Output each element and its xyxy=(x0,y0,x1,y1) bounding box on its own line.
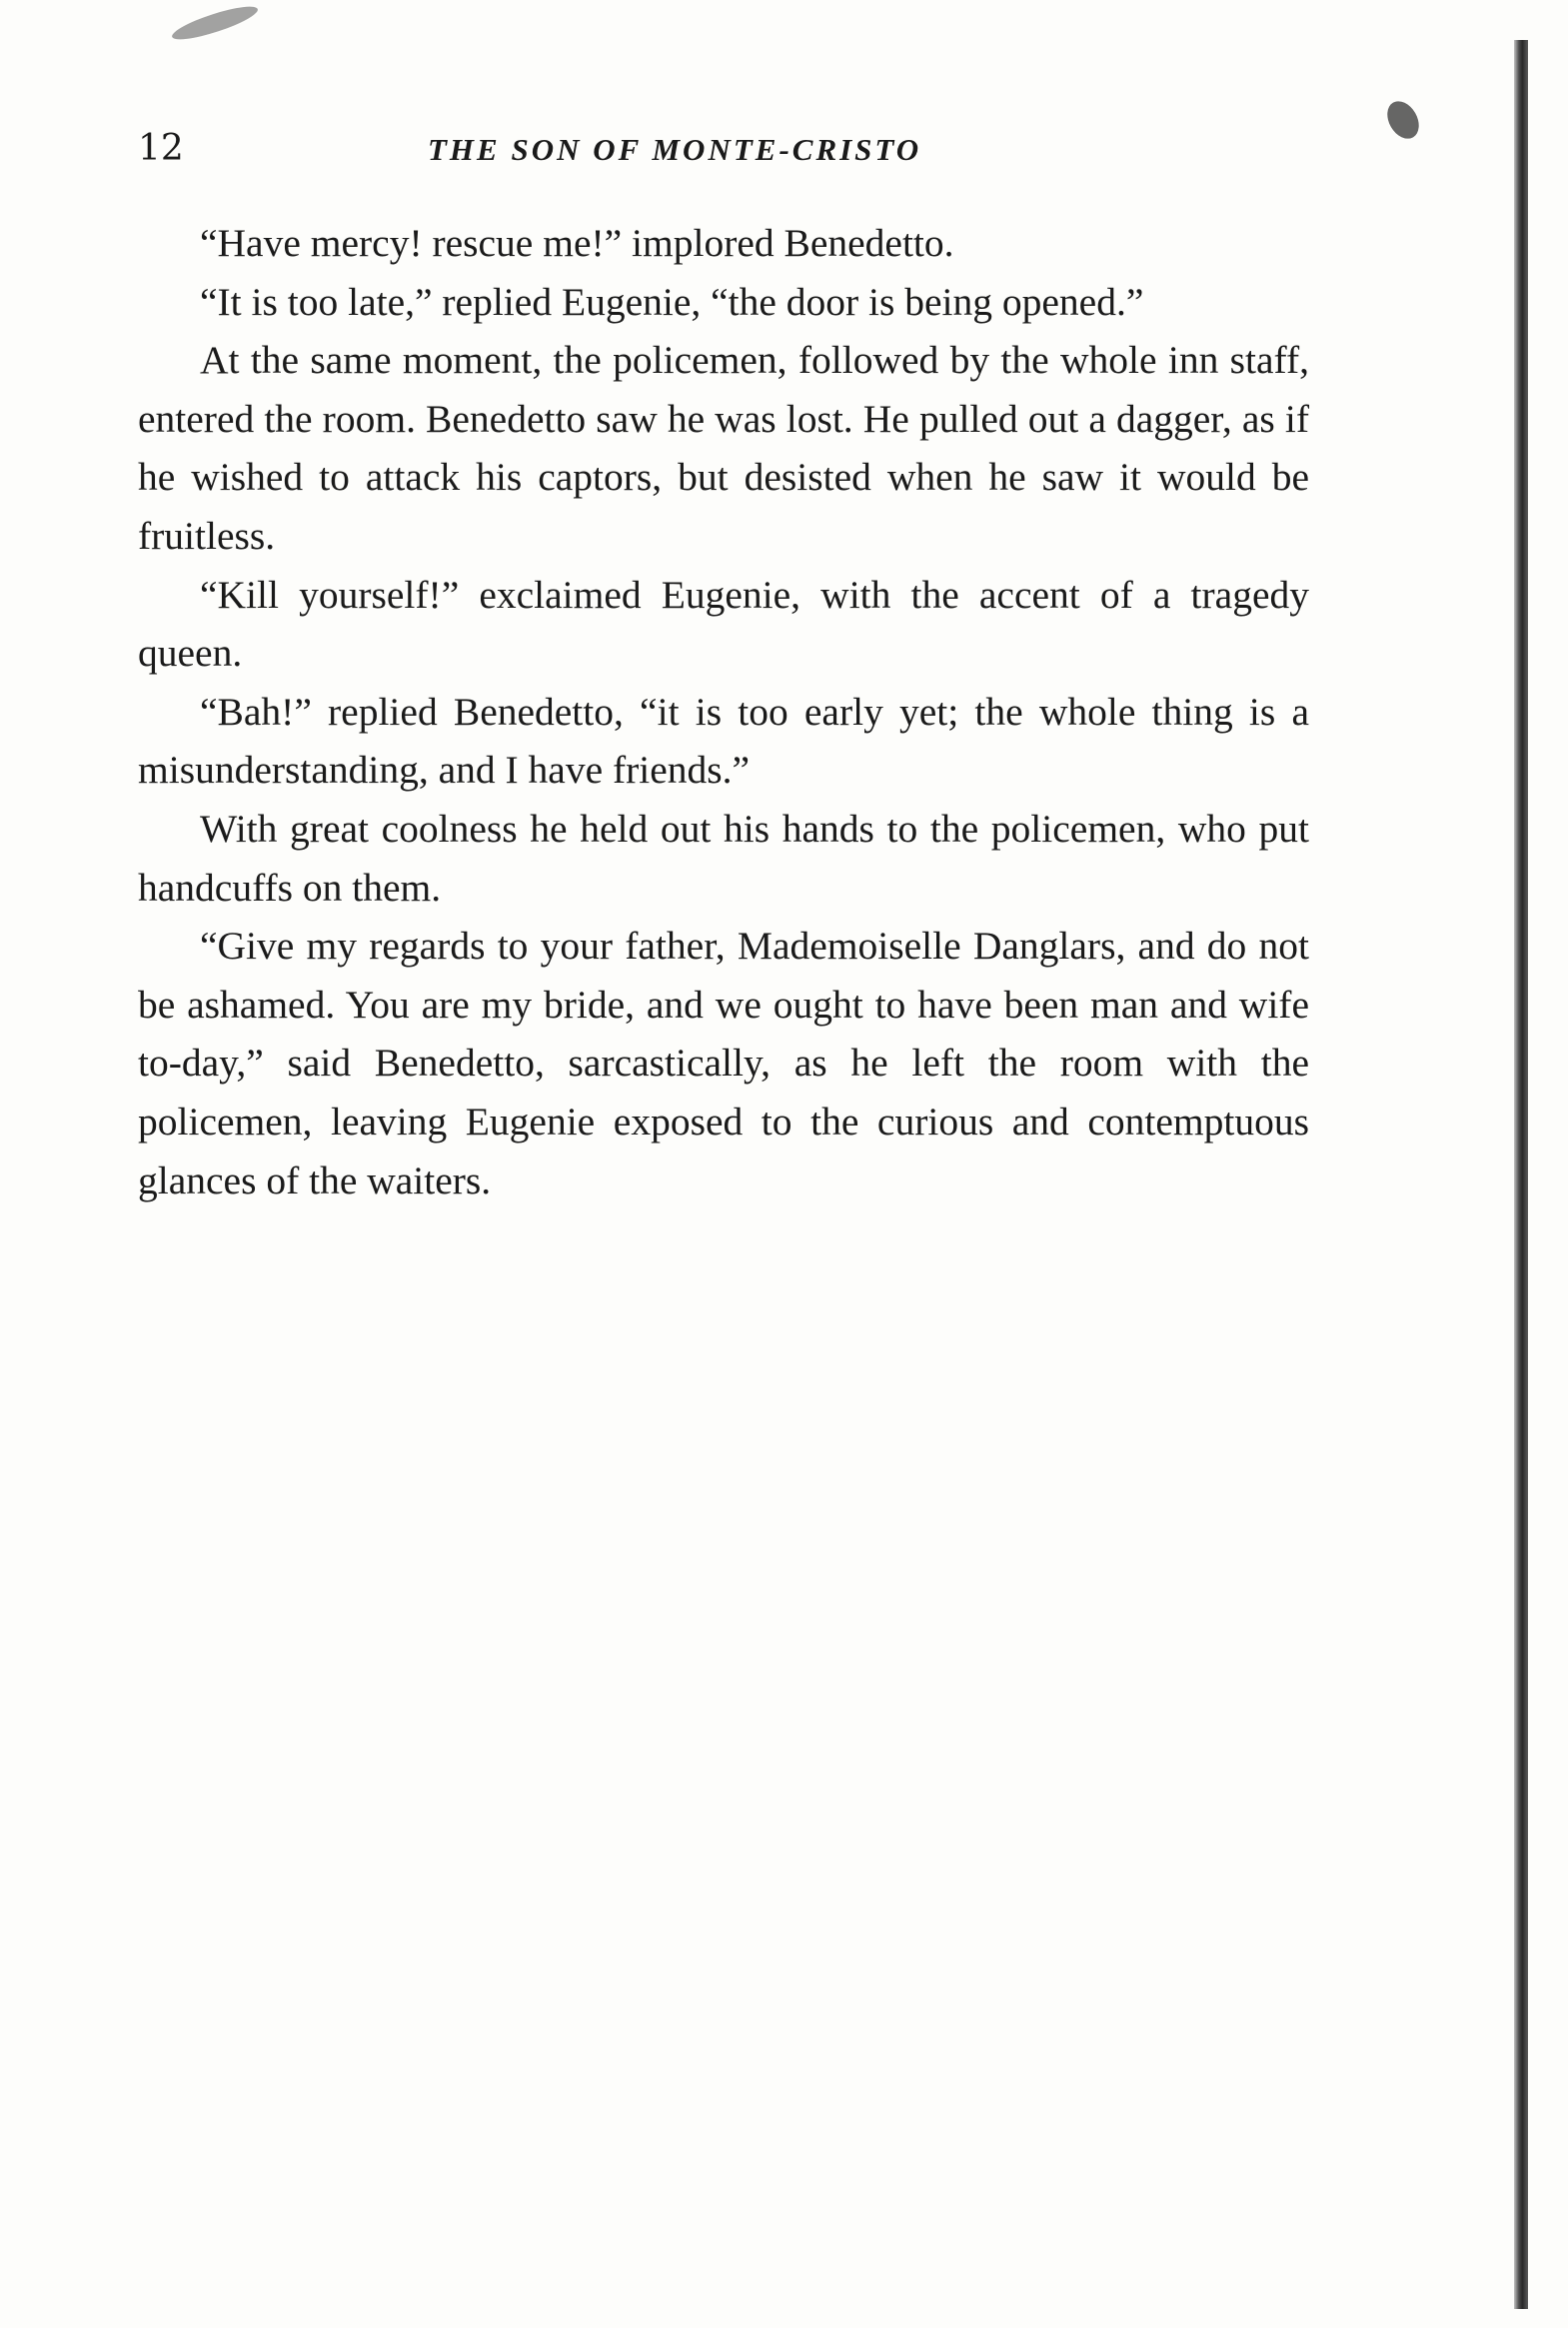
ink-smudge xyxy=(1381,96,1425,145)
ink-smudge xyxy=(169,1,260,46)
page-number: 12 xyxy=(138,128,184,169)
page-header xyxy=(138,128,1309,188)
running-title: THE SON OF MONTE-CRISTO xyxy=(428,132,922,167)
paragraph: “Have mercy! rescue me!” implored Benedetto. xyxy=(200,221,954,265)
paragraph: “It is too late,” replied Eugenie, “the door is being opened.” xyxy=(200,279,1144,324)
paragraph: “Give my regards to your father, Mademoiselle Danglars, and do not be ashamed. You are my bride, and we ought to have been man and wife to-day,” said Benedetto, sarcastically, as he left the room with the policemen, leaving Eugenie exposed to the curious and contemptuous glances of the waiters. xyxy=(138,924,1309,1202)
paragraph: At the same moment, the policemen, followed by the whole inn staff, entered the room. Benedetto saw he was lost. He pulled out a dagger, as if he wished to attack his captors, but desisted when he saw it would be fruitless. xyxy=(138,338,1309,558)
paragraph: “Kill yourself!” exclaimed Eugenie, with the accent of a tragedy queen. xyxy=(138,572,1309,676)
binding-edge xyxy=(1514,40,1528,2309)
body-text xyxy=(138,214,1309,1209)
paragraph: “Bah!” replied Benedetto, “it is too early yet; the whole thing is a misunderstanding, and I have friends.” xyxy=(138,689,1309,793)
paragraph: With great coolness he held out his hands to the policemen, who put handcuffs on them. xyxy=(138,806,1309,910)
